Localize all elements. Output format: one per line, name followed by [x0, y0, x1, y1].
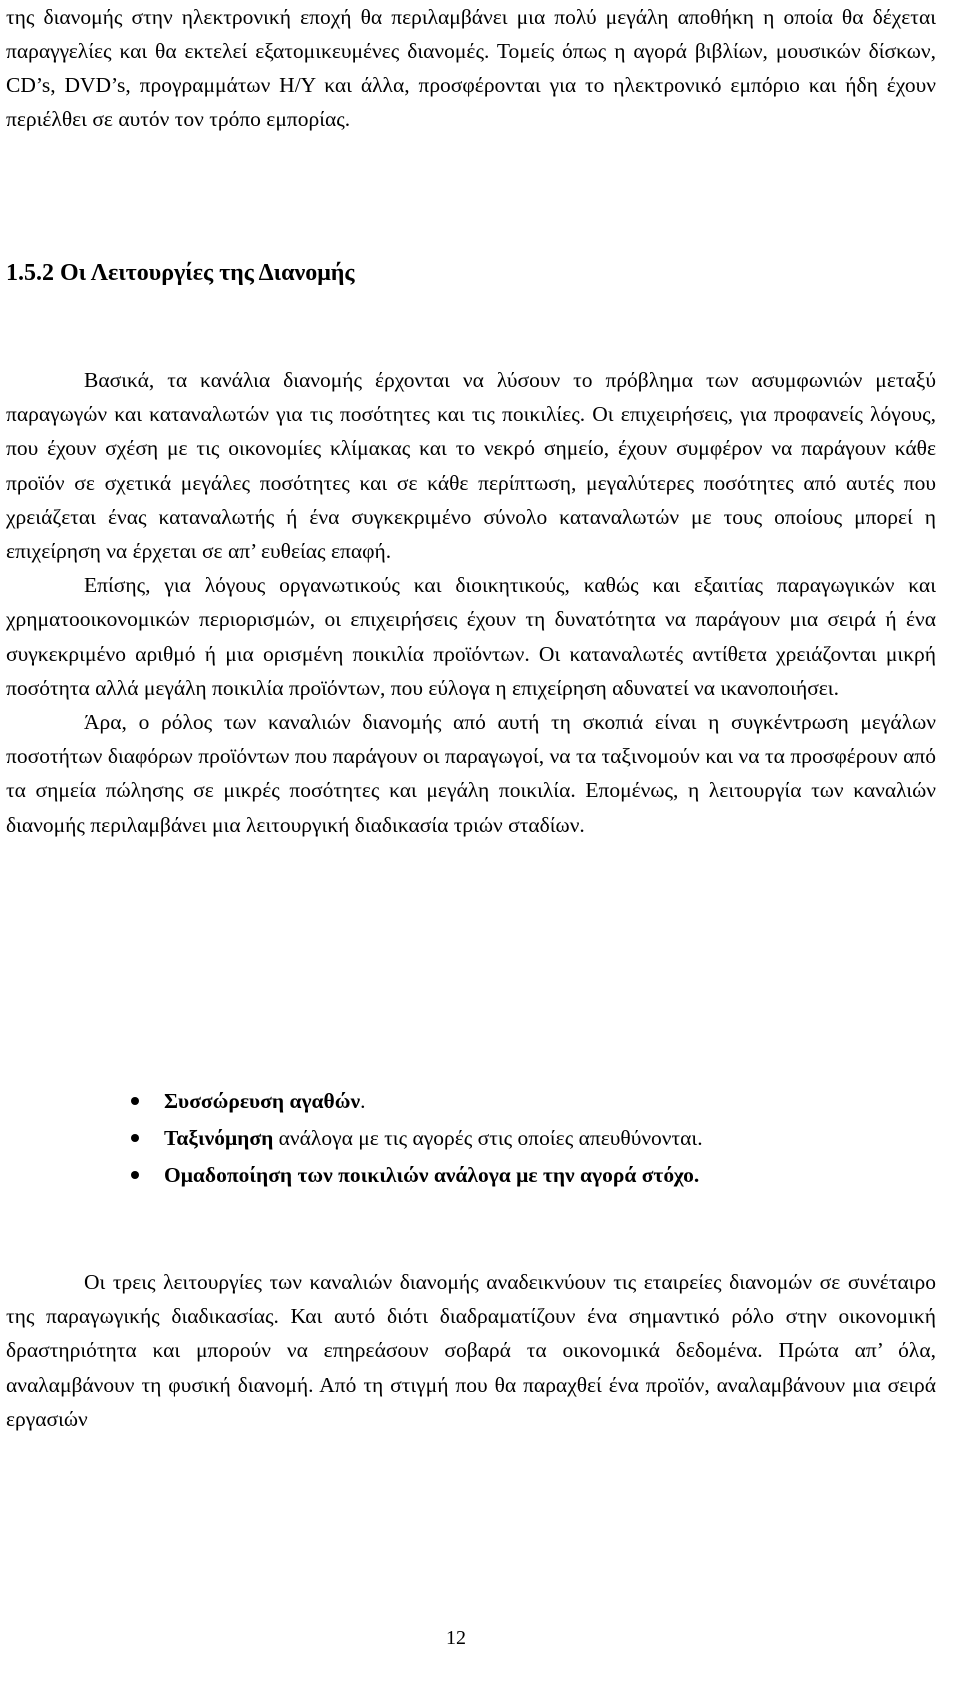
section-heading: 1.5.2 Οι Λειτουργίες της Διανομής — [6, 260, 355, 286]
paragraph-role: Άρα, ο ρόλος των καναλιών διανομής από αυτή τη σκοπιά είναι η συγκέντρωση μεγάλων ποσοτήτων διαφόρων προϊόντων που παράγουν οι παραγωγοί, να τα ταξινομούν και να τα προσφέρουν από τα σημεία πώλησης σε μικρές ποσότητες και μεγάλη ποικιλία. Επομένως, η λειτουργία των καναλιών διανομής περιλαμβάνει μια λειτουργική διαδικασία τριών σταδίων. — [6, 710, 936, 837]
bullet-bold-text: Ομαδοποίηση των ποικιλιών ανάλογα με την αγορά στόχο — [164, 1163, 694, 1188]
bullet-item-grouping — [128, 1158, 848, 1192]
intro-line-3: διανομές. Τομείς όπως η αγορά βιβλίων, μουσικών δίσκων, CD’s, — [6, 39, 936, 97]
intro-line-5: εμπόριο και ήδη έχουν περιέλθει σε αυτόν τον τρόπο εμπορίας. — [6, 73, 936, 131]
bullet-dot-icon — [131, 1171, 139, 1179]
bullet-bold-text: Συσσώρευση αγαθών — [164, 1089, 361, 1113]
paragraph-variety: Επίσης, για λόγους οργανωτικούς και διοικητικούς, καθώς και εξαιτίας παραγωγικών και χρηματοοικονομικών περιορισμών, οι επιχειρήσεις έχουν τη δυνατότητα να παράγουν μια σειρά ή ένα συγκεκριμένο αριθμό ή μια ορισμένη ποικιλία προϊόντων. Οι καταναλωτές αντίθετα χρειάζονται μικρή ποσότητα αλλά μεγάλη ποικιλία προϊόντων, που εύλογα η επιχείρηση αδυνατεί να ικανοποιήσει. — [6, 573, 936, 700]
final-paragraph-block — [6, 1265, 936, 1436]
intro-line-1: της διανομής στην ηλεκτρονική εποχή θα περιλαμβάνει μια πολύ μεγάλη — [6, 5, 669, 29]
intro-line-4: DVD’s, προγραμμάτων Η/Υ και άλλα, προσφέρονται για το ηλεκτρονικό — [64, 73, 722, 97]
functions-bullet-list — [128, 1084, 848, 1193]
body-paragraphs — [6, 363, 936, 842]
bullet-dot-icon — [131, 1097, 139, 1105]
page-number: 12 — [446, 1627, 466, 1649]
bullet-text: ανάλογα με τις αγορές στις οποίες απευθύνονται. — [273, 1126, 703, 1151]
bullet-item-accumulation — [128, 1084, 848, 1118]
bullet-item-sorting — [128, 1121, 848, 1155]
bullet-dot-icon — [131, 1134, 139, 1142]
bullet-text: . — [360, 1089, 366, 1113]
intro-paragraph — [6, 0, 936, 136]
paragraph-distribution-partners: Οι τρεις λειτουργίες των καναλιών διανομής αναδεικνύουν τις εταιρείες διανομών σε συνέταιρο της παραγωγικής διαδικασίας. Και αυτό διότι διαδραματίζουν ένα σημαντικό ρόλο στην οικονομική δραστηριότητα και μπορούν να επηρεάσουν σοβαρά τα οικονομικά δεδομένα. Πρώτα απ’ όλα, αναλαμβάνουν τη φυσική διανομή. Από τη στιγμή που θα παραχθεί ένα προϊόν, αναλαμβάνουν μια σειρά εργασιών — [6, 1270, 936, 1431]
bullet-text: . — [693, 1163, 700, 1188]
intro-line-2: αποθήκη η οποία θα δέχεται παραγγελίες και θα εκτελεί εξατομικευμένες — [6, 5, 936, 63]
paragraph-quantities: Βασικά, τα κανάλια διανομής έρχονται να λύσουν το πρόβλημα των ασυμφωνιών μεταξύ παραγωγών και καταναλωτών για τις ποσότητες και τις ποικιλίες. Οι επιχειρήσεις, για προφανείς λόγους, που έχουν σχέση με τις οικονομίες κλίμακας και το νεκρό σημείο, έχουν συμφέρον να παράγουν κάθε προϊόν σε σχετικά μεγάλες ποσότητες και σε κάθε περίπτωση, μεγαλύτερες ποσότητες από αυτές που χρειάζεται ένας καταναλωτής ή ένα συγκεκριμένο σύνολο καταναλωτών με τους οποίους μπορεί η επιχείρηση να έρχεται σε απ’ ευθείας επαφή. — [6, 368, 936, 564]
bullet-bold-text: Ταξινόμηση — [164, 1126, 274, 1151]
